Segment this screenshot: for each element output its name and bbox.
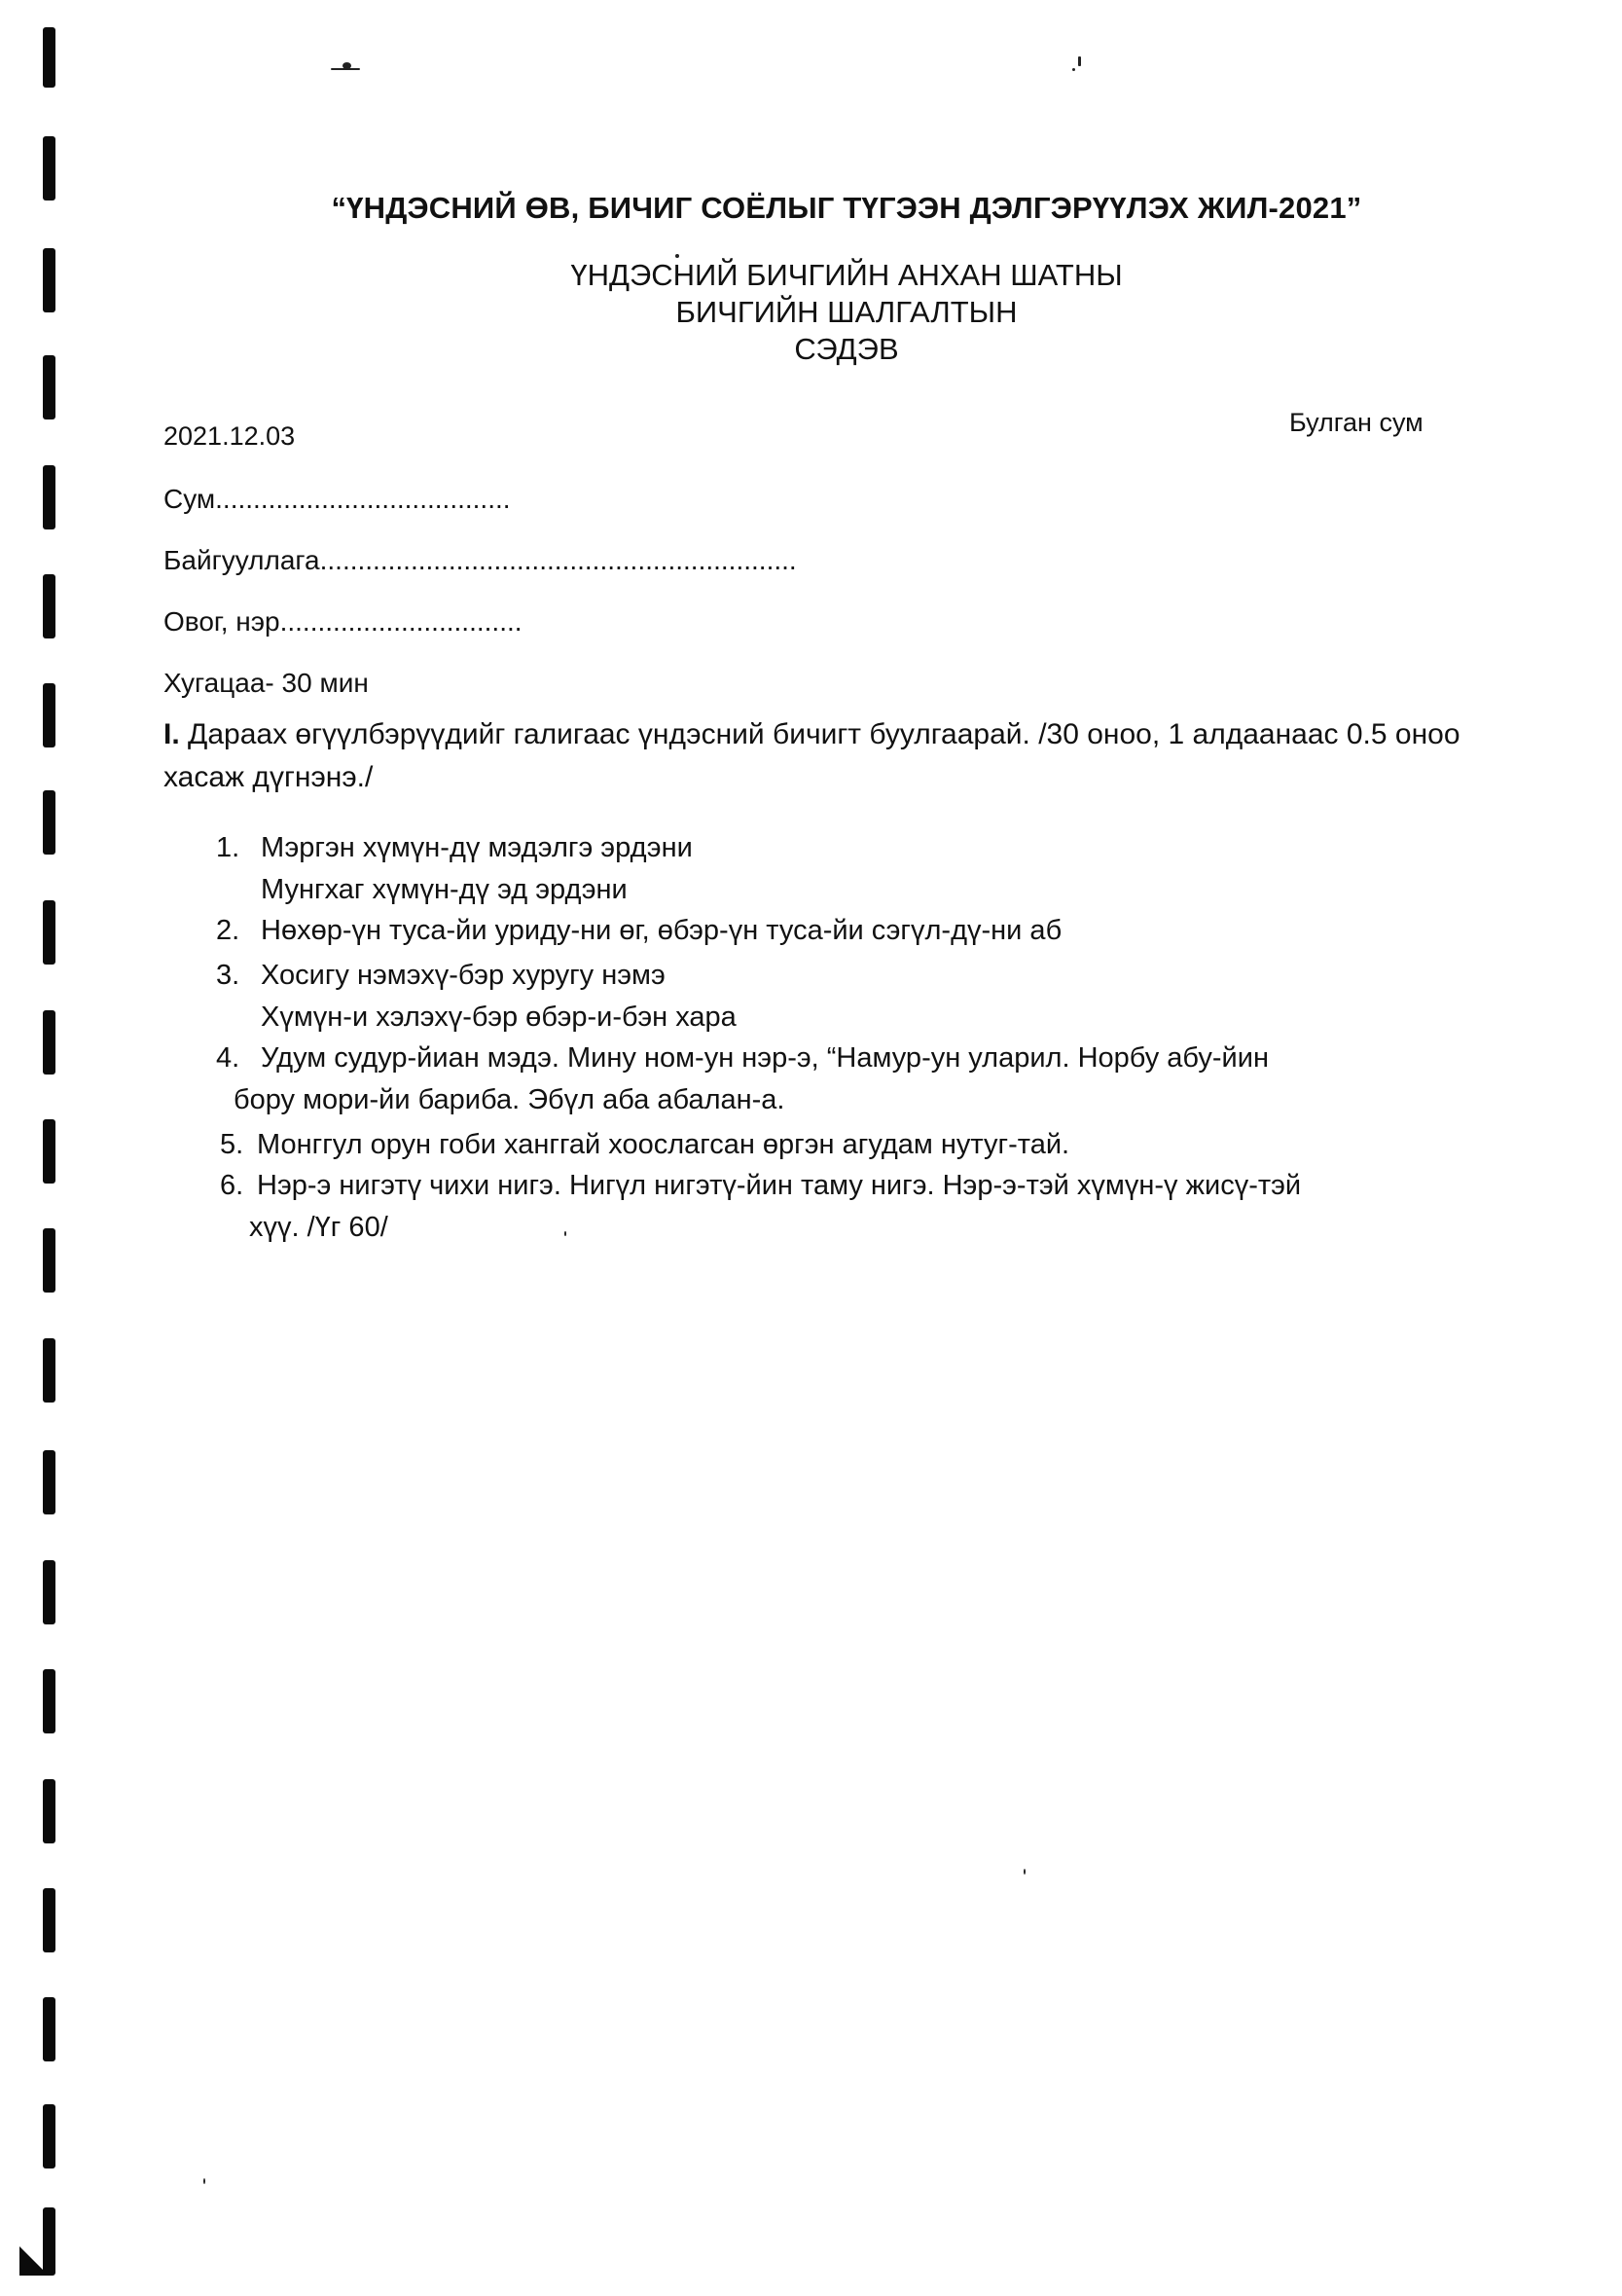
item-text: Удум судур-йиан мэдэ. Мину ном-ун нэр-э, “Намур-ун уларил. Норбу абу-йин	[261, 1042, 1269, 1074]
binder-mark	[43, 900, 55, 965]
binder-mark	[43, 1228, 55, 1293]
exam-location: Булган сум	[1289, 408, 1424, 437]
scan-speck	[331, 68, 360, 70]
list-item-continuation	[261, 869, 628, 910]
binder-mark	[43, 2104, 55, 2168]
list-item-continuation	[249, 1207, 388, 1248]
binder-mark	[43, 1779, 55, 1843]
binder-mark	[43, 355, 55, 419]
binder-mark	[43, 1560, 55, 1624]
scan-speck	[1024, 1869, 1026, 1875]
item-number: 4.	[216, 1042, 240, 1074]
list-item-continuation	[261, 997, 737, 1038]
scan-speck	[1072, 68, 1075, 71]
item-number: 3.	[216, 960, 240, 991]
binder-mark	[43, 248, 55, 312]
item-text: Нэр-э нигэтү чихи нигэ. Нигүл нигэтү-йин таму нигэ. Нэр-э-тэй хүмүн-ү жисү-тэй	[257, 1170, 1302, 1201]
task-number: I.	[163, 718, 180, 750]
list-item	[220, 1124, 1069, 1165]
duration-field: Хугацаа- 30 мин	[163, 668, 369, 698]
binder-mark	[43, 790, 55, 855]
organization-field: Байгууллага...............................................................	[163, 545, 797, 575]
item-text: Мэргэн хүмүн-дү мэдэлгэ эрдэни	[261, 832, 693, 863]
scan-speck	[203, 2178, 205, 2184]
binder-mark	[43, 465, 55, 529]
binder-mark	[43, 136, 55, 200]
binder-mark	[43, 1010, 55, 1075]
item-number: 2.	[216, 915, 240, 946]
scan-speck	[1078, 56, 1081, 66]
item-text: хүү. /Үг 60/	[249, 1212, 388, 1243]
item-number: 1.	[216, 832, 240, 863]
corner-mark	[19, 2246, 49, 2276]
item-text: Хүмүн-и хэлэхү-бэр өбэр-и-бэн хара	[261, 1002, 737, 1033]
task-text: Дараах өгүүлбэрүүдийг галигаас үндэсний бичигт буулгаарай. /30 оноо, 1 алдаанаас 0.5 оноо хасаж дүгнэнэ./	[163, 718, 1460, 793]
item-text: Хосигу нэмэхү-бэр хуругу нэмэ	[261, 960, 666, 991]
item-number: 5.	[220, 1129, 244, 1160]
binder-mark	[43, 683, 55, 747]
binder-mark	[43, 1119, 55, 1184]
list-item	[216, 910, 1062, 951]
binder-mark	[43, 27, 55, 88]
item-text: бору мори-йи бариба. Эбүл аба абалан-а.	[234, 1084, 785, 1115]
scan-speck	[564, 1231, 566, 1236]
list-item	[220, 1165, 1301, 1206]
subtitle-line: СЭДЭВ	[794, 332, 899, 366]
sum-field: Сум.......................................	[163, 484, 511, 514]
binder-mark	[43, 1338, 55, 1403]
item-number: 6.	[220, 1170, 244, 1201]
list-item	[216, 827, 693, 868]
list-item-continuation	[234, 1079, 785, 1120]
subtitle-line: БИЧГИЙН ШАЛГАЛТЫН	[675, 295, 1018, 329]
binder-mark	[43, 1997, 55, 2061]
binder-mark	[43, 1669, 55, 1733]
task-instruction	[163, 713, 1526, 799]
item-text: Монггул орун гоби ханггай хооcлагсан өргэн агудам нутуг-тай.	[257, 1129, 1070, 1160]
item-text: Мунгхаг хүмүн-дү эд эрдэни	[261, 874, 628, 905]
binder-mark	[43, 1450, 55, 1514]
item-text: Нөхөр-үн туса-йи уриду-ни өг, өбэр-үн туса-йи сэгүл-дү-ни аб	[261, 915, 1063, 946]
exam-date: 2021.12.03	[163, 421, 296, 451]
list-item	[216, 955, 666, 996]
subtitle-line: ҮНДЭСНИЙ БИЧГИЙН АНХАН ШАТНЫ	[570, 258, 1123, 292]
name-field: Овог, нэр................................	[163, 606, 523, 637]
list-item	[216, 1038, 1269, 1078]
binder-mark	[43, 1888, 55, 1952]
binder-mark	[43, 574, 55, 638]
exam-title: “ҮНДЭСНИЙ ӨВ, БИЧИГ СОЁЛЫГ ТҮГЭЭН ДЭЛГЭРҮҮЛЭХ ЖИЛ-2021”	[331, 191, 1362, 225]
